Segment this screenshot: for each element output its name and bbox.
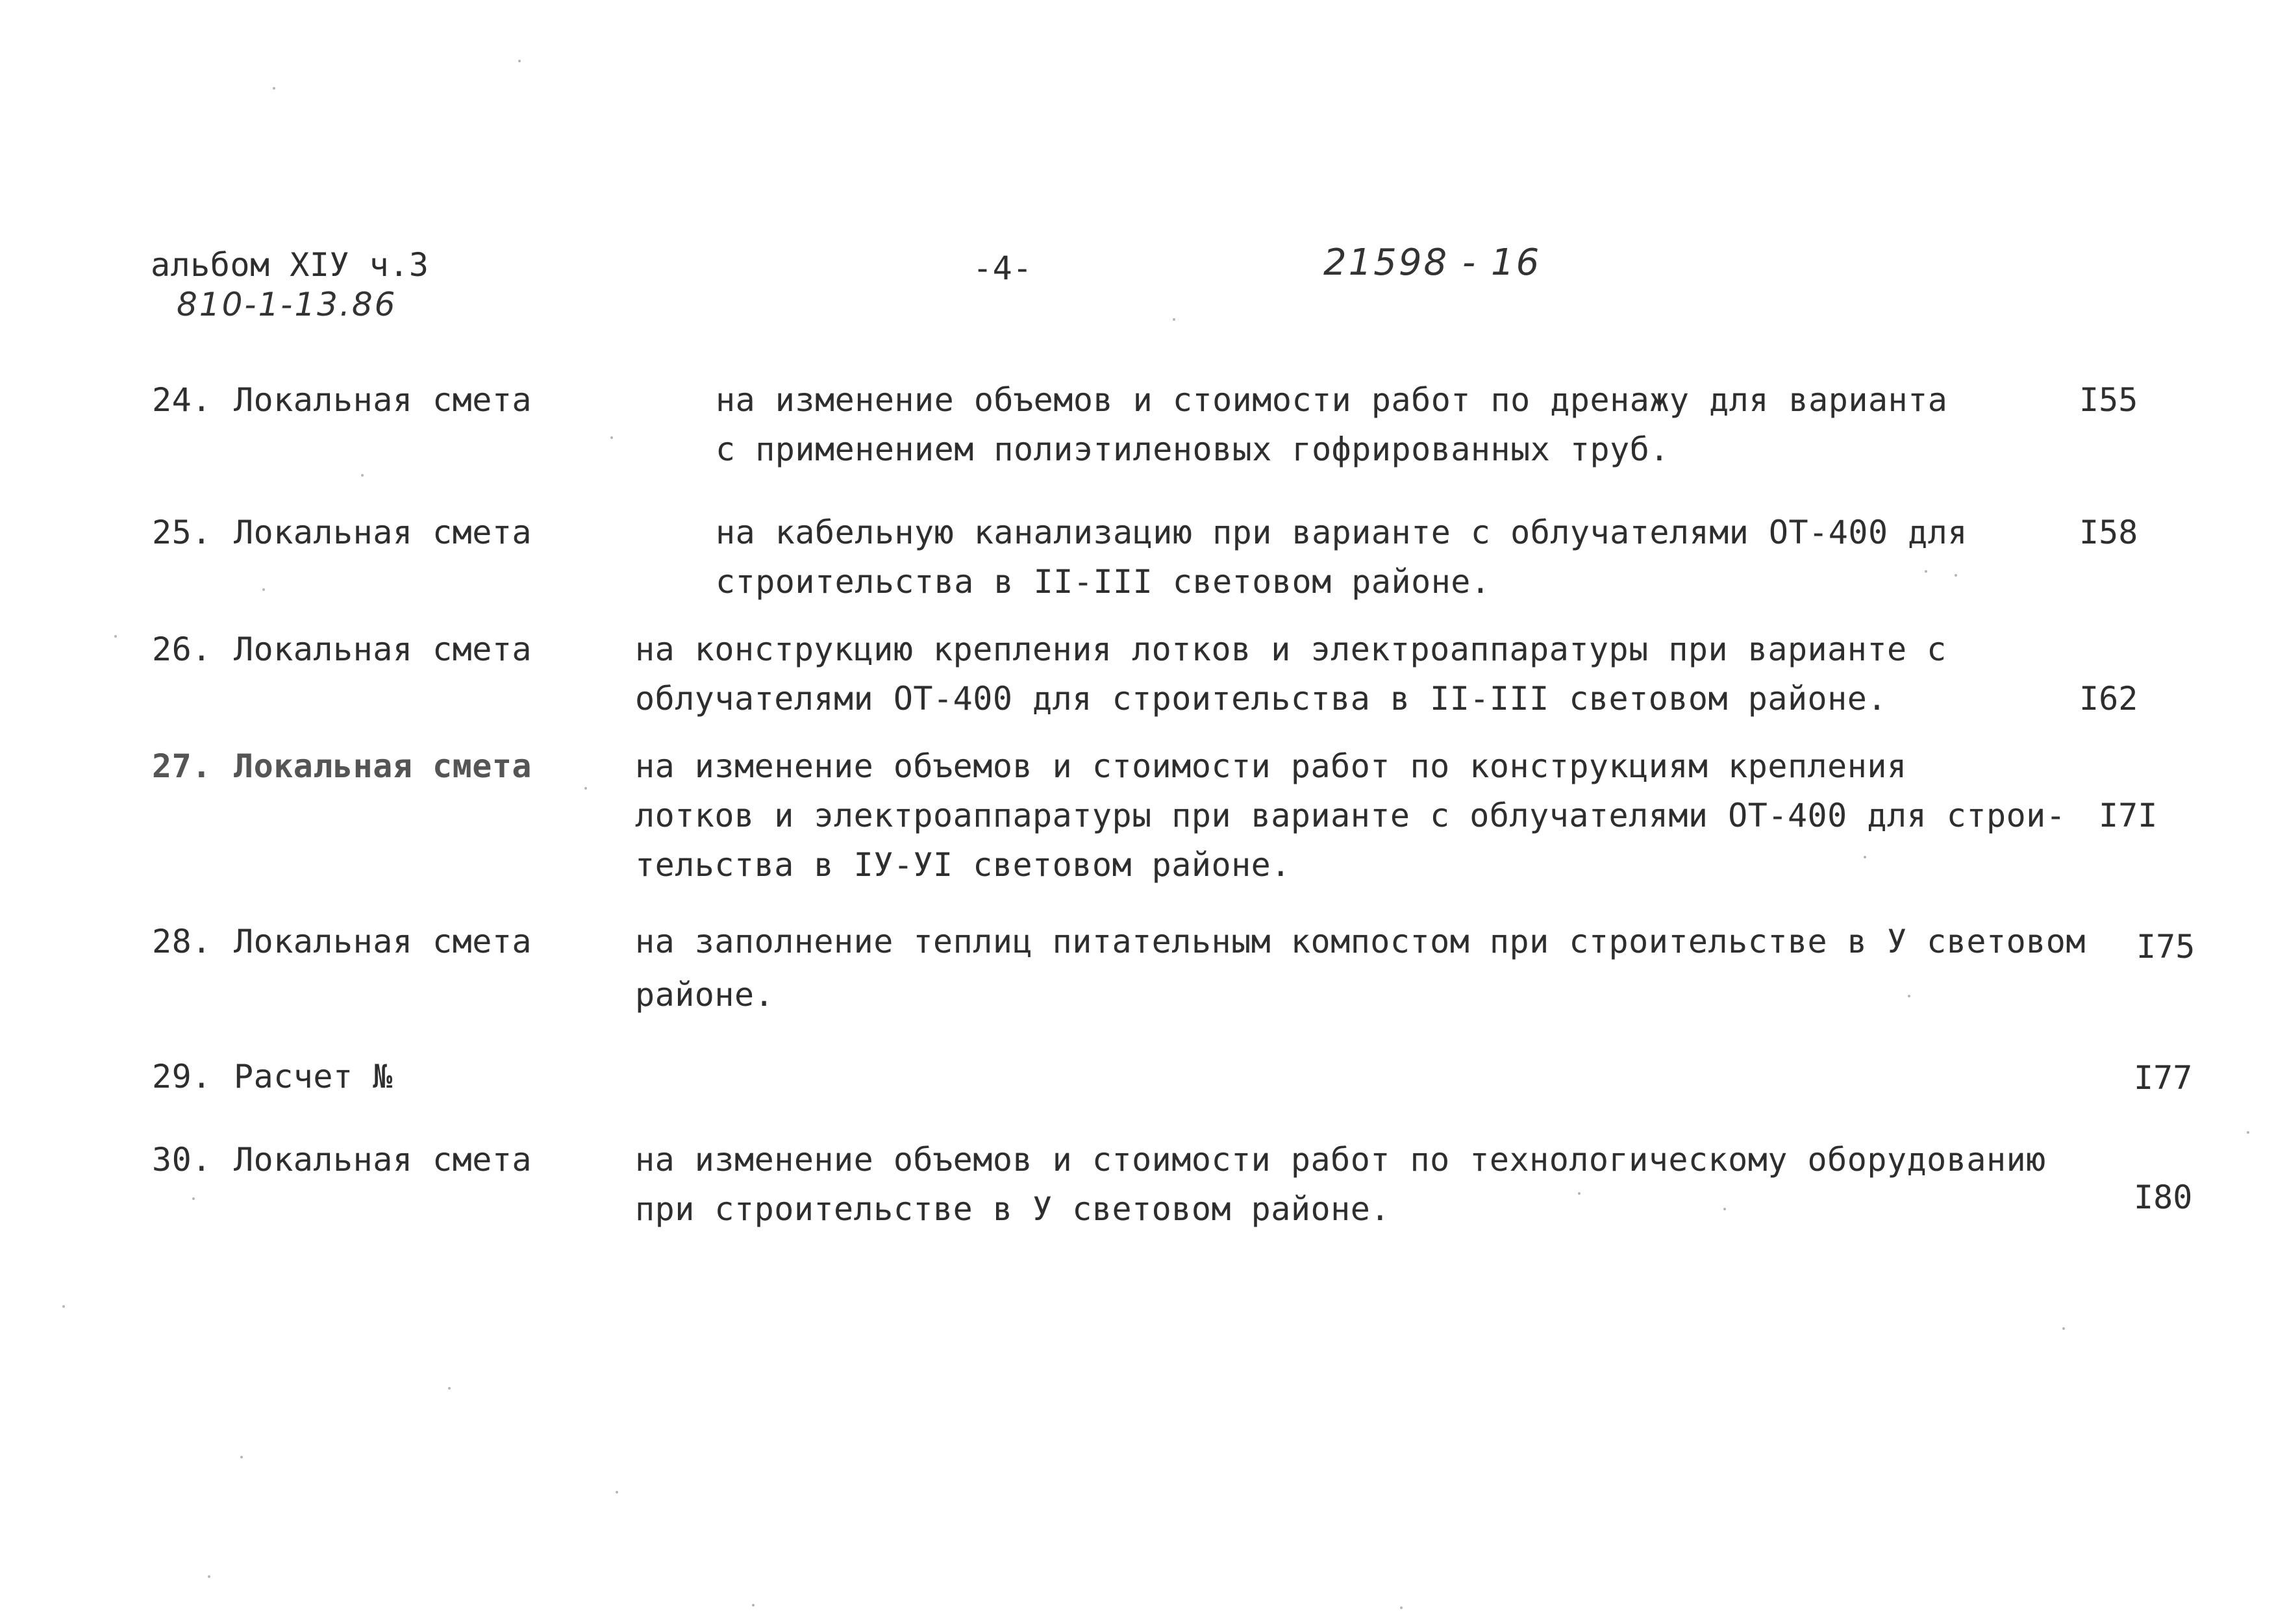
scan-speck (2062, 1327, 2065, 1330)
entry-description-line: на кабельную канализацию при варианте с облучателями ОТ-400 для (716, 514, 1968, 551)
entry-number: 27. (152, 747, 212, 785)
scan-speck (1864, 856, 1866, 858)
entry-description-line: на конструкцию крепления лотков и электроаппаратуры при варианте с (635, 631, 1947, 668)
album-label: альбом XIУ ч.3 (151, 246, 429, 284)
scan-speck (1578, 1192, 1581, 1195)
scan-speck (192, 1197, 195, 1200)
entry-page: I55 (2079, 381, 2138, 419)
scan-speck (62, 1305, 65, 1308)
entry-description-line: районе. (635, 976, 775, 1014)
entry-description-line: при строительстве в У световом районе. (635, 1190, 1390, 1228)
entry-page: I75 (2136, 928, 2195, 966)
entry-title: Локальная смета (234, 747, 532, 785)
scan-speck (448, 1387, 451, 1390)
scan-speck (208, 1575, 210, 1578)
entry-description-line: на заполнение теплиц питательным компостом при строительстве в У световом (635, 923, 2086, 960)
entry-description-line: с применением полиэтиленовых гофрированных труб. (716, 431, 1669, 468)
entry-number: 28. (152, 923, 212, 960)
entry-page: I62 (2079, 680, 2138, 718)
scan-speck (584, 787, 587, 790)
entry-description-line: строительства в II-III световом районе. (716, 563, 1491, 601)
scan-speck (1400, 1606, 1403, 1609)
scan-speck (262, 588, 265, 591)
scan-speck (114, 635, 117, 638)
scan-speck (1908, 995, 1910, 997)
entry-page: I77 (2134, 1059, 2193, 1097)
entry-number: 29. (152, 1058, 212, 1095)
scan-speck (1925, 570, 1927, 573)
document-number-handwritten: 21598 - 16 (1323, 242, 1542, 284)
entry-number: 26. (152, 631, 212, 668)
entry-page: I58 (2079, 514, 2138, 551)
entry-title: Локальная смета (234, 381, 532, 419)
scan-speck (610, 436, 613, 439)
entry-description-line: тельства в IУ-УI световом районе. (635, 846, 1291, 884)
scan-speck (273, 87, 275, 90)
entry-number: 25. (152, 514, 212, 551)
album-code-handwritten: 810-1-13.86 (177, 286, 397, 323)
entry-number: 30. (152, 1141, 212, 1179)
entry-page: I80 (2134, 1179, 2193, 1216)
scan-speck (240, 1456, 243, 1458)
scan-speck (518, 60, 521, 62)
entry-description-line: лотков и электроаппаратуры при варианте с облучателями ОТ-400 для строи- (635, 797, 2066, 834)
entry-title: Расчет № (234, 1058, 393, 1095)
entry-description-line: облучателями ОТ-400 для строительства в II-III световом районе. (635, 680, 1887, 718)
entry-description-line: на изменение объемов и стоимости работ по дренажу для варианта (716, 381, 1948, 419)
scan-speck (361, 474, 364, 477)
scan-speck (752, 1604, 755, 1606)
entry-title: Локальная смета (234, 514, 532, 551)
entry-page: I7I (2099, 797, 2158, 834)
entry-number: 24. (152, 381, 212, 419)
scan-speck (1723, 1208, 1726, 1210)
scan-speck (1955, 574, 1957, 577)
scan-speck (1173, 318, 1175, 321)
scan-speck (616, 1491, 618, 1493)
entry-title: Локальная смета (234, 923, 532, 960)
scan-speck (2247, 1131, 2249, 1134)
entry-description-line: на изменение объемов и стоимости работ по технологическому оборудованию (635, 1141, 2046, 1179)
page-number: -4- (973, 249, 1032, 287)
entry-title: Локальная смета (234, 631, 532, 668)
entry-title: Локальная смета (234, 1141, 532, 1179)
entry-description-line: на изменение объемов и стоимости работ по конструкциям крепления (635, 747, 1907, 785)
